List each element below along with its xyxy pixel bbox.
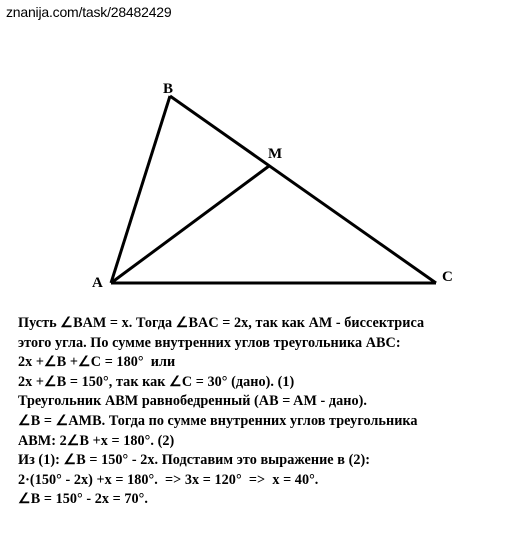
solution-line-5: Треугольник ABM равнобедренный (AB = AM - дано). [18, 393, 367, 410]
solution-line-7: ABM: 2∠B +x = 180°. (2) [18, 432, 175, 449]
solution-line-4: 2x +∠B = 150°, так как ∠C = 30° (дано). (1) [18, 373, 295, 390]
solution-line-9: 2·(150° - 2x) +x = 180°. => 3x = 120° => x = 40°. [18, 471, 319, 488]
solution-line-2: этого угла. По сумме внутренних углов треугольника ABC: [18, 334, 401, 351]
side-ab [111, 96, 170, 283]
solution-line-3: 2x +∠B +∠C = 180° или [18, 354, 176, 371]
solution-text [18, 314, 498, 510]
source-url[interactable]: znanija.com/task/28482429 [6, 4, 172, 20]
vertex-label-b: B [163, 81, 174, 97]
vertex-label-m: M [268, 146, 283, 162]
bisector-am [111, 166, 269, 283]
solution-line-10: ∠B = 150° - 2x = 70°. [18, 491, 148, 508]
side-bc [170, 96, 436, 283]
vertex-label-c: C [442, 269, 453, 285]
vertex-label-a: A [92, 275, 103, 291]
solution-line-1: Пусть ∠BAM = x. Тогда ∠BAC = 2x, так как AM - биссектриса [18, 315, 425, 331]
solution-line-8: Из (1): ∠B = 150° - 2x. Подставим это выражение в (2): [18, 452, 371, 469]
solution-line-6: ∠B = ∠AMB. Тогда по сумме внутренних углов треугольника [18, 412, 418, 429]
